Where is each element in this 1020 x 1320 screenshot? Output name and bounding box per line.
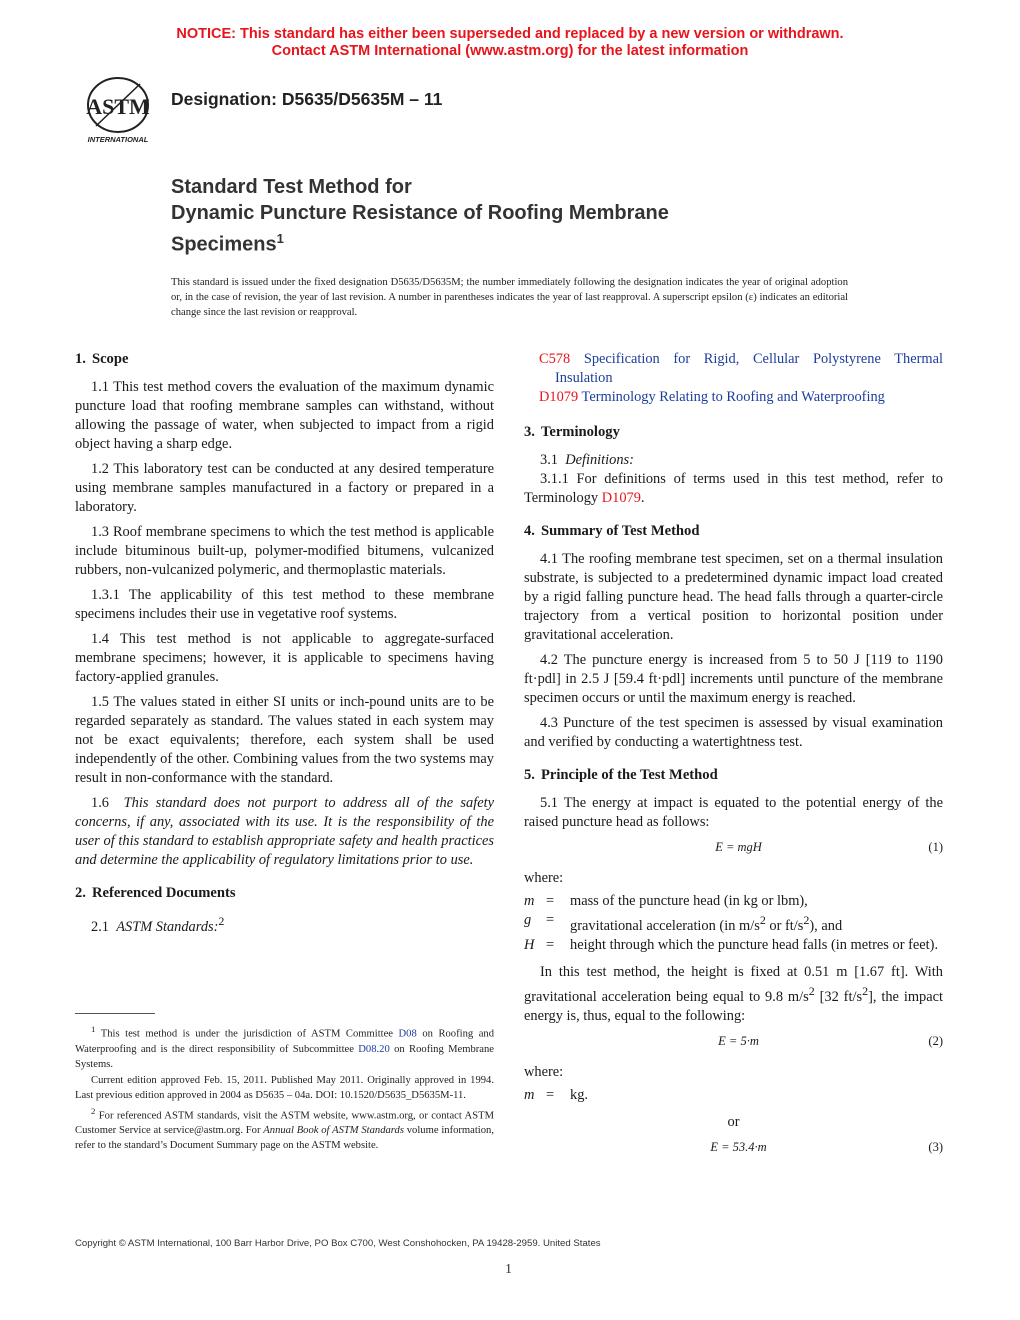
variable-symbol: H xyxy=(524,936,535,953)
variable-definition xyxy=(570,911,943,936)
footnote-text: on Roofing Membrane Systems. xyxy=(75,1043,494,1070)
definition-row xyxy=(524,936,943,955)
footnote-mark: 2 xyxy=(91,1105,96,1116)
section-scope xyxy=(75,350,494,870)
variable-symbol: g xyxy=(524,912,532,928)
footnote-2 xyxy=(75,1104,494,1154)
section-title: Scope xyxy=(91,351,129,367)
section-number: 3. xyxy=(524,424,535,440)
paragraph-number: 2.1 xyxy=(91,918,109,935)
paragraph-1-1: 1.1 This test method covers the evaluation of the maximum dynamic puncture load that roofing membrane samples can withstand, without allowing the passage of water, when subjected to impact from a rigid object having a sharp edge. xyxy=(75,379,494,452)
section-number: 4. xyxy=(524,523,535,539)
variable-definitions xyxy=(524,892,943,955)
equation-expression: E = 5·m xyxy=(718,1033,759,1048)
terminology-d1079-link[interactable]: D1079 xyxy=(601,490,641,506)
or-label: or xyxy=(727,1113,740,1130)
paragraph-1-3-1: 1.3.1 The applicability of this test method to these membrane specimens includes their use in vegetative roof systems. xyxy=(75,587,494,622)
copyright-notice: Copyright © ASTM International, 100 Barr Harbor Drive, PO Box C700, West Conshohocken, PA 19428-2959. United States xyxy=(75,1238,601,1249)
paragraph-1-4: 1.4 This test method is not applicable to aggregate-surfaced membrane specimens; however, it is applicable to specimens having factory-applied granules. xyxy=(75,631,494,685)
ref-c578 xyxy=(524,350,943,388)
title-line-3-text: Specimens xyxy=(171,233,277,256)
where-label: where: xyxy=(524,1063,564,1080)
section-title: Summary of Test Method xyxy=(540,523,700,539)
superscript: 2 xyxy=(803,913,810,927)
left-column xyxy=(75,350,494,951)
ref-c578-link[interactable]: C578 xyxy=(539,351,571,367)
footnote-mark: 1 xyxy=(91,1024,96,1034)
subcommittee-d08-20-link[interactable]: D08.20 xyxy=(358,1043,390,1055)
definition-row xyxy=(524,1086,943,1105)
ref-d1079-title[interactable]: Terminology Relating to Roofing and Waterproofing xyxy=(581,389,885,405)
paragraph-5-1: 5.1 The energy at impact is equated to the potential energy of the raised puncture head as follows: xyxy=(524,795,943,830)
section-referenced-documents xyxy=(75,884,494,937)
paragraph-text: [32 ft/s xyxy=(814,988,863,1005)
page-number: 1 xyxy=(505,1262,512,1277)
paragraph-1-3: 1.3 Roof membrane specimens to which the test method is applicable include bituminous built-up, polymer-modified bitumens, vulcanized rubbers, non-vulcanized polymeric, and thermoplastic materials. xyxy=(75,524,494,578)
footnote-mark: 2 xyxy=(218,914,225,928)
footnote-text: This test method is under the jurisdiction of ASTM Committee xyxy=(95,1028,399,1040)
title-line-1: Standard Test Method for xyxy=(171,176,412,198)
paragraph-text: 3.1.1 For definitions of terms used in this test method, refer to Terminology xyxy=(524,471,943,506)
superscript: 2 xyxy=(808,983,815,998)
section-number: 5. xyxy=(524,767,535,783)
definition-row xyxy=(524,892,943,911)
title-line-3 xyxy=(171,226,669,258)
title-footnote-mark: 1 xyxy=(276,231,284,246)
equals-sign: = xyxy=(546,893,555,909)
ref-d1079-link[interactable]: D1079 xyxy=(539,389,579,405)
paragraph-number: 3.1 xyxy=(540,452,558,468)
designation: Designation: D5635/D5635M – 11 xyxy=(171,89,443,109)
right-column xyxy=(524,350,943,1171)
ref-d1079 xyxy=(524,388,943,407)
logo-text: ASTM xyxy=(86,94,150,119)
paragraph-4-1: 4.1 The roofing membrane test specimen, set on a thermal insulation substrate, is subjected to a predetermined dynamic impact load created by a rigid falling puncture head. The head falls through a quarter-circle trajectory from a vertical position to horizontal position under gravitational acceleration. xyxy=(524,551,943,643)
equation-1 xyxy=(524,838,943,857)
paragraph-text: . xyxy=(640,490,645,506)
section-title: Terminology xyxy=(540,424,620,440)
paragraph-text: ], the impact energy is, thus, equal to the following: xyxy=(524,988,943,1024)
section-heading xyxy=(75,350,494,369)
paragraph-number: 1.6 xyxy=(91,795,109,811)
footnote-text: For referenced ASTM standards, visit the ASTM website, www.astm.org, or contact ASTM Customer Service at service@astm.org. For xyxy=(75,1110,494,1137)
where-label: where: xyxy=(524,870,564,886)
notice-line-2: Contact ASTM International (www.astm.org) for the latest information xyxy=(271,43,749,59)
supersede-notice xyxy=(0,26,1020,60)
variable-definition: kg. xyxy=(570,1086,588,1103)
paragraph-1-5: 1.5 The values stated in either SI units or inch-pound units are to be regarded separately as standard. The values stated in each system may not be exact equivalents; therefore, each system shall be used independently of the other. Combining values from the two systems may result in non-conformance with the standard. xyxy=(75,694,494,786)
variable-definition: height through which the puncture head falls (in metres or feet). xyxy=(570,936,939,953)
logo-subtext: INTERNATIONAL xyxy=(87,135,149,144)
footnote-text: volume information, refer to the standard’s Document Summary page on the ASTM website. xyxy=(75,1125,494,1152)
committee-d08-link[interactable]: D08 xyxy=(398,1028,417,1040)
paragraph-3-1 xyxy=(524,451,943,470)
paragraph-2-1 xyxy=(75,912,494,937)
section-heading xyxy=(524,766,943,785)
equation-expression: E = 53.4·m xyxy=(710,1139,767,1154)
section-number: 2. xyxy=(75,885,86,901)
equation-number: (2) xyxy=(928,1033,943,1048)
variable-symbol: m xyxy=(524,1086,535,1103)
equation-expression: E = mgH xyxy=(715,840,762,854)
section-heading xyxy=(524,522,943,541)
footnote-1-edition: Current edition approved Feb. 15, 2011. Published May 2011. Originally approved in 1994. Last previous edition approved in 2004 as D5635 – 04a. DOI: 10.1520/D5635_D5635M-11. xyxy=(75,1074,494,1101)
section-title: Referenced Documents xyxy=(91,885,236,901)
astm-logo xyxy=(76,76,160,144)
ref-c578-title[interactable]: Specification for Rigid, Cellular Polystyrene Thermal Insulation xyxy=(555,351,943,386)
astm-standards-label: ASTM Standards: xyxy=(116,918,219,935)
safety-statement: This standard does not purport to address all of the safety concerns, if any, associated with its use. It is the responsibility of the user of this standard to establish appropriate safety and health practices and determine the applicability of regulatory limitations prior to use. xyxy=(75,795,494,868)
equation-3 xyxy=(524,1138,943,1157)
paragraph-text: In this test method, the height is fixed at 0.51 m [1.67 ft]. With gravitational acceleration being equal to 9.8 m/s xyxy=(524,963,943,1005)
variable-symbol: m xyxy=(524,893,535,909)
annual-book-title: Annual Book of ASTM Standards xyxy=(263,1125,404,1137)
definition-row xyxy=(524,911,943,936)
section-terminology xyxy=(524,423,943,508)
footnote-1 xyxy=(75,1022,494,1072)
variable-definitions xyxy=(524,1086,943,1105)
definition-text: or ft/s xyxy=(765,917,804,934)
section-number: 1. xyxy=(75,351,86,367)
section-summary xyxy=(524,522,943,752)
section-title: Principle of the Test Method xyxy=(540,767,718,783)
equation-number: (3) xyxy=(928,1139,943,1154)
paragraph-3-1-1 xyxy=(524,470,943,508)
equation-number: (1) xyxy=(928,840,943,854)
preamble: This standard is issued under the fixed designation D5635/D5635M; the number immediately following the designation indicates the year of original adoption or, in the case of revision, the year of last revision. A number in parentheses indicates the year of last reapproval. A superscript epsilon (ε) indicates an editorial change since the last revision or reapproval. xyxy=(171,277,848,318)
document-title xyxy=(171,174,669,258)
equals-sign: = xyxy=(546,936,555,953)
footnotes xyxy=(75,1022,494,1154)
section-heading xyxy=(75,884,494,903)
superscript: 2 xyxy=(862,983,869,998)
section-heading xyxy=(524,423,943,442)
paragraph-1-2: 1.2 This laboratory test can be conducted at any desired temperature using membrane samples manufactured in a factory or prepared in a laboratory. xyxy=(75,461,494,515)
variable-definition: mass of the puncture head (in kg or lbm), xyxy=(570,893,808,909)
equation-2 xyxy=(524,1032,943,1051)
notice-line-1: NOTICE: This standard has either been superseded and replaced by a new version or withdrawn. xyxy=(176,26,844,42)
superscript: 2 xyxy=(759,913,766,927)
paragraph-4-3: 4.3 Puncture of the test specimen is assessed by visual examination and verified by conducting a watertightness test. xyxy=(524,715,943,750)
referenced-standards-list xyxy=(524,350,943,407)
footnote-rule xyxy=(75,1013,155,1014)
definition-text: ), and xyxy=(809,917,843,934)
paragraph-height-fixed xyxy=(524,963,943,1026)
definition-text: gravitational acceleration (in m/s xyxy=(570,917,760,934)
paragraph-4-2: 4.2 The puncture energy is increased from 5 to 50 J [119 to 1190 ft·pdl] in 2.5 J [59.4 ft·pdl] increments until puncture of the membrane specimen occurs or until the maximum energy is reached. xyxy=(524,652,943,706)
section-principle xyxy=(524,766,943,1157)
title-line-2: Dynamic Puncture Resistance of Roofing Membrane xyxy=(171,202,669,224)
paragraph-1-6 xyxy=(75,794,494,870)
footnote-text: on Roofing and Waterproofing and is the direct responsibility of Subcommittee xyxy=(75,1028,494,1055)
equals-sign: = xyxy=(546,1086,555,1103)
equals-sign: = xyxy=(546,912,555,928)
definitions-label: Definitions: xyxy=(565,452,634,468)
